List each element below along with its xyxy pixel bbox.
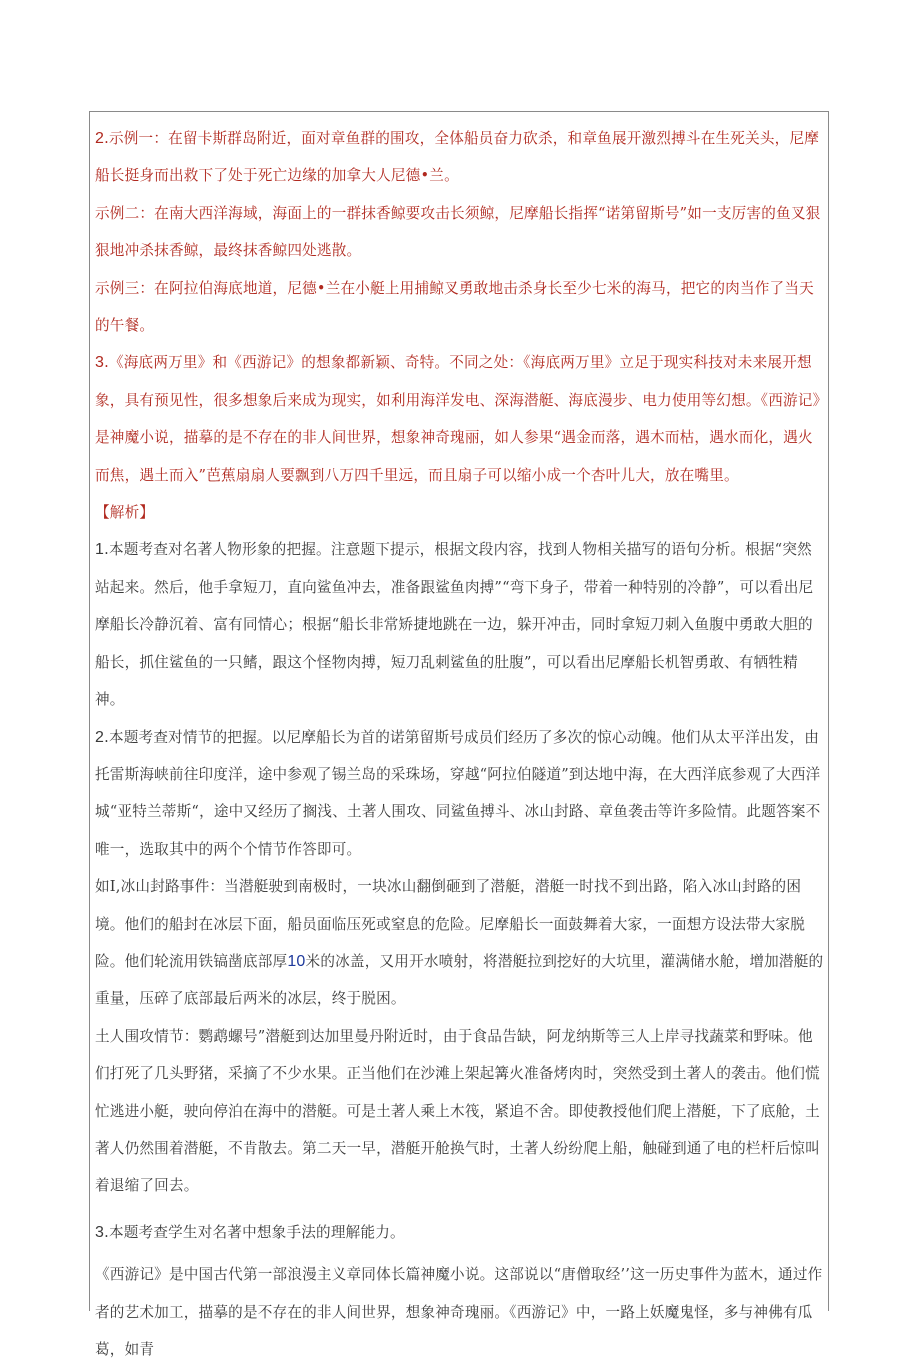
analysis-case-2: 土人围攻情节：鹦鹉螺号”潜艇到达加里曼丹附近时，由于食品告缺，阿龙纳斯等三人上岸寻找蔬菜和野味。他们打死了几头野猪，采摘了不少水果。正当他们在沙滩上架起篝火准备烤肉时，突然受到土著人的袭击。他们慌忙逃进小艇，驶向停泊在海中的潜艇。可是土著人乘上木筏，紧追不舍。即使教授他们爬上潜艇，下了底舱，土著人仍然围着潜艇，不肯散去。第二天一早，潜艇开舱换气时，土著人纷纷爬上船，触碰到通了电的栏杆后惊叫着退缩了回去。 (95, 1027, 820, 1195)
answer-item-3-text: .《海底两万里》和《西游记》的想象都新颖、奇特。不同之处：《海底两万里》立足于现实科技对未来展开想象，具有预见性，很多想象后来成为现实，如利用海洋发电、深海潜艇、海底漫步、电力使用等幻想。《西游记》是神魔小说，描摹的是不存在的非人间世界，想象神奇瑰丽，如人参果“遇金而落，遇木而枯，遇水而化，遇火而焦，遇土而入”芭蕉扇扇人要飘到八万四千里远，而且扇子可以缩小成一个杏叶儿大，放在嘴里。 (95, 354, 821, 484)
answer-item-2 (95, 120, 825, 195)
answer-item-3-number: 3 (95, 354, 105, 372)
analysis-case-1-text-a: 冰山封路事件：当潜艇驶到南极时，一块冰山翻倒砸到了潜艇，潜艇一时找不到出路，陷入冰山封路的困境。他们的船封在冰层下面，船员面临压死或窒息的危险。尼摩船长一面鼓舞着大家，一面想方设法带大家脱险。他们轮流用铁镐凿底部厚 (95, 878, 806, 970)
analysis-item-3-text: .本题考查学生对名著中想象手法的理解能力。 (104, 1223, 405, 1241)
analysis-heading: 【解析】 (95, 504, 155, 522)
answer-item-2-text: .示例一：在留卡斯群岛附近，面对章鱼群的围攻，全体船员奋力砍杀，和章鱼展开激烈搏斗在生死关头，尼摩船长挺身而出救下了处于死亡边缘的加拿大人尼德•兰。 (95, 130, 820, 185)
analysis-item-1 (95, 531, 825, 718)
answer-item-2-number: 2 (95, 130, 105, 147)
analysis-case-1-text-b: 米的冰盖，又用开水喷射，将潜艇拉到挖好的大坑里，灌满储水舱，增加潜艇的重量，压碎了底部最后两米的冰层，终于脱困。 (95, 952, 824, 1008)
document-body (95, 120, 825, 1368)
answer-item-3 (95, 344, 825, 494)
analysis-item-1-text: .本题考查对名著人物形象的把握。注意题下提示，根据文段内容，找到人物相关描写的语句分析。根据“突然站起来。然后，他手拿短刀，直向鲨鱼冲去，准备跟鲨鱼肉搏”“弯下身子，带着一种特别的冷静”，可以看出尼摩船长冷静沉着、富有同情心；根据“船长非常矫捷地跳在一边，躲开冲击，同时拿短刀刺入鱼腹中勇敢大胆的船长，抓住鲨鱼的一只鳍，跟这个怪物肉搏，短刀乱刺鲨鱼的肚腹”，可以看出尼摩船长机智勇敢、有牺牲精神。 (95, 541, 814, 709)
analysis-item-3-detail: 《西游记》是中国古代第一部浪漫主义章同体长篇神魔小说。这部说以“唐僧取经’’这一历史事件为蓝木，通过作者的艺术加工，描摹的是不存在的非人间世界，想象神奇瑰丽。《西游记》中，一路上妖魔鬼怪，多与神佛有瓜葛，如青 (95, 1266, 823, 1358)
analysis-item-2-text: .本题考查对情节的把握。以尼摩船长为首的诺第留斯号成员们经历了多次的惊心动魄。他们从太平洋出发，由托雷斯海峡前往印度洋，途中参观了锡兰岛的采珠场，穿越“阿拉伯隧道”到达地中海，在大西洋底参观了大西洋城“亚特兰蒂斯“，途中又经历了搁浅、土著人围攻、同鲨鱼搏斗、冰山封路、章鱼袭击等许多险情。此题答案不唯一，选取其中的两个个情节作答即可。 (95, 728, 821, 858)
analysis-case-1-number: 10 (287, 952, 306, 970)
analysis-item-3-number: 3 (95, 1223, 105, 1241)
analysis-item-2-number: 2 (95, 728, 105, 746)
answer-example-2: 示例二：在南大西洋海域，海面上的一群抹香鲸要攻击长须鲸，尼摩船长指挥“诺第留斯号”如一支厉害的鱼叉狠狠地冲杀抹香鲸，最终抹香鲸四处逃散。 (95, 204, 821, 260)
analysis-case-1-prefix: 如Ⅰ, (95, 878, 121, 896)
analysis-item-3 (95, 1214, 825, 1251)
spacer (95, 1205, 825, 1214)
answer-example-3: 示例三：在阿拉伯海底地道，尼德•兰在小艇上用捕鲸叉勇敢地击杀身长至少七米的海马，把它的肉当作了当天的午餐。 (95, 279, 814, 335)
analysis-item-1-number: 1 (95, 541, 105, 559)
analysis-item-2 (95, 719, 825, 869)
analysis-case-1 (95, 868, 825, 1018)
